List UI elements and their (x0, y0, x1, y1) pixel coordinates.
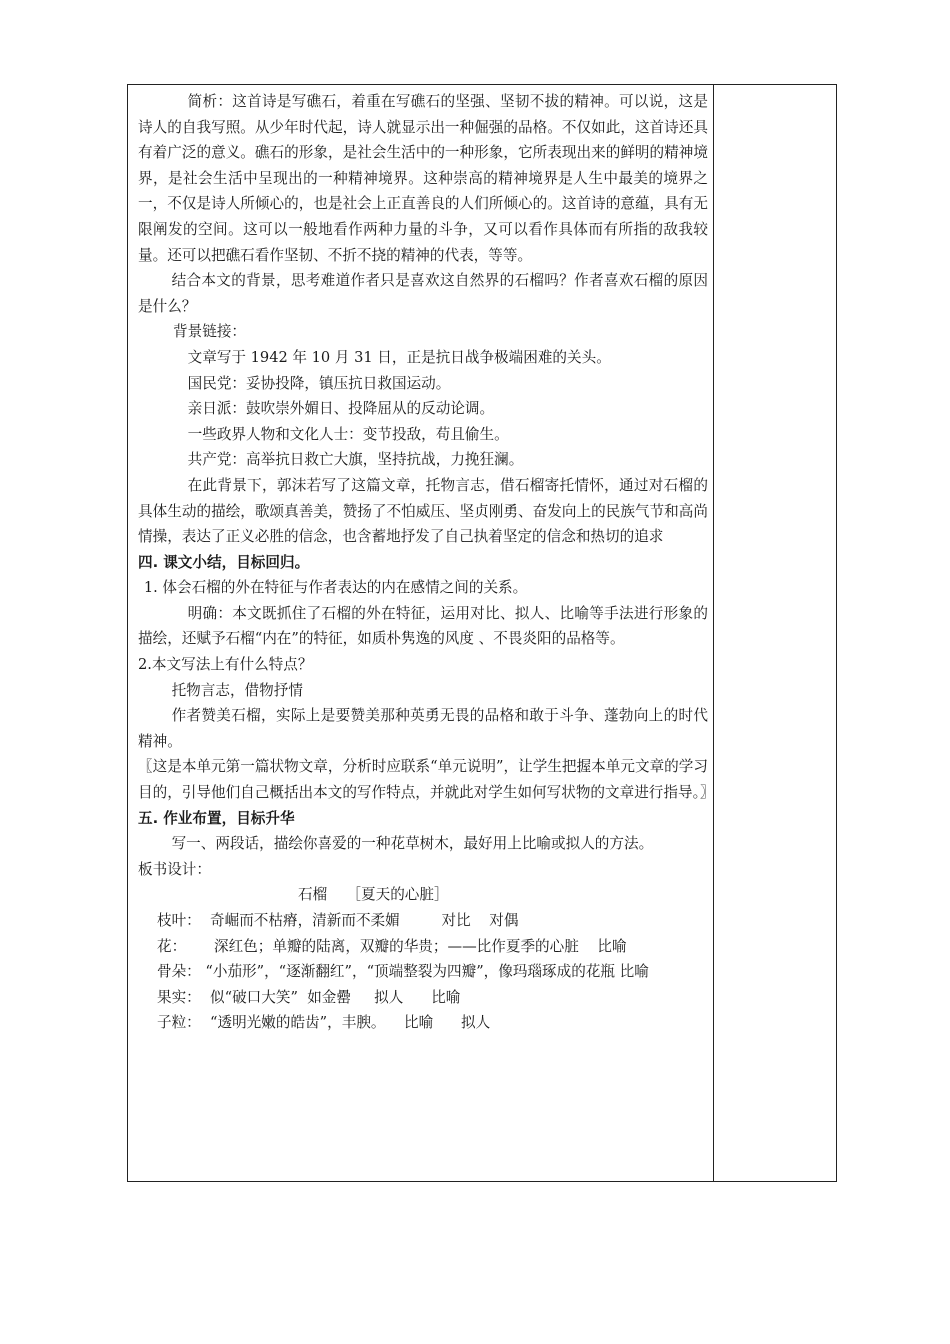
section5-heading: 五. 作业布置，目标升华 (138, 809, 295, 827)
teacher-note: 〖这是本单元第一篇状物文章，分析时应联系“单元说明”，让学生把握本单元文章的学习目的，引导他们自己概括出本文的写作特点，并就此对学生如何写状物的文章进行指导。〗 (138, 758, 715, 802)
board-line: 骨朵： “小茄形”，“逐渐翻红”，“顶端整裂为四瓣”，像玛瑙琢成的花瓶 比喻 (156, 963, 649, 981)
background-item: 一些政界人物和文化人士：变节投敌，苟且偷生。 (187, 425, 509, 443)
summary-question-2: 2.本文写法上有什么特点？ (138, 656, 313, 674)
background-item: 文章写于 1942 年 10 月 31 日，正是抗日战争极端困难的关头。 (187, 348, 611, 366)
lesson-table (127, 84, 837, 1182)
summary-answer-1: 明确：本文既抓住了石榴的外在特征，运用对比、拟人、比喻等手法进行形象的描绘，还赋予石榴“内在”的特征，如质朴隽逸的风度 、不畏炎阳的品格等。 (138, 604, 708, 648)
board-line: 果实： 似“破口大笑” 如金罍 拟人 比喻 (156, 988, 461, 1006)
main-content-cell (138, 89, 715, 1036)
background-heading: 背景链接： (173, 323, 247, 341)
summary-question-1: 1. 体会石榴的外在特征与作者表达的内在感情之间的关系。 (143, 579, 528, 597)
board-line: 花： 深红色；单瓣的陆离，双瓣的华贵；——比作夏季的心脏 比喻 (156, 937, 627, 955)
background-item: 亲日派：鼓吹崇外媚日、投降屈从的反动论调。 (187, 400, 495, 418)
background-conclusion: 在此背景下，郭沫若写了这篇文章，托物言志，借石榴寄托情怀，通过对石榴的具体生动的描绘，歌颂真善美，赞扬了不怕威压、坚贞刚勇、奋发向上的民族气节和高尚情操，表达了正义必胜的信念，也含蓄地抒发了自己执着坚定的信念和热切的追求 (138, 476, 708, 546)
summary-answer-2b: 作者赞美石榴，实际上是要赞美那种英勇无畏的品格和敢于斗争、蓬勃向上的时代精神。 (138, 707, 708, 750)
board-title: 石榴 ［夏天的心脏］ (298, 886, 449, 904)
question-paragraph: 结合本文的背景，思考难道作者只是喜欢这自然界的石榴吗？作者喜欢石榴的原因是什么？ (138, 272, 708, 315)
summary-answer-2a: 托物言志，借物抒情 (171, 681, 303, 699)
board-line: 子粒： “透明光嫩的皓齿”，丰腴。 比喻 拟人 (156, 1014, 491, 1032)
notes-column (714, 85, 836, 1181)
background-item: 共产党：高举抗日救亡大旗，坚持抗战，力挽狂澜。 (187, 451, 524, 469)
board-heading: 板书设计： (138, 860, 211, 878)
homework-task: 写一、两段话，描绘你喜爱的一种花草树木，最好用上比喻或拟人的方法。 (171, 835, 654, 853)
board-line: 枝叶： 奇崛而不枯瘠，清新而不柔媚 对比 对偶 (156, 912, 519, 929)
background-item: 国民党：妥协投降，镇压抗日救国运动。 (187, 374, 451, 392)
section4-heading: 四. 课文小结，目标回归。 (138, 553, 310, 571)
analysis-paragraph: 简析：这首诗是写礁石，着重在写礁石的坚强、坚韧不拔的精神。可以说，这是诗人的自我写照。从少年时代起，诗人就显示出一种倔强的品格。不仅如此，这首诗还具有着广泛的意义。礁石的形象，是社会生活中的一种形象，它所表现出来的鲜明的精神境界，是社会生活中呈现出的一种精神境界。这种崇高的精神境界是人生中最美的境界之一，不仅是诗人所倾心的，也是社会上正直善良的人们所倾心的。这首诗的意蕴，具有无限阐发的空间。这可以一般地看作两种力量的斗争，又可以看作具体而有所指的敌我较量。还可以把礁石看作坚韧、不折不挠的精神的代表，等等。 (138, 93, 708, 264)
